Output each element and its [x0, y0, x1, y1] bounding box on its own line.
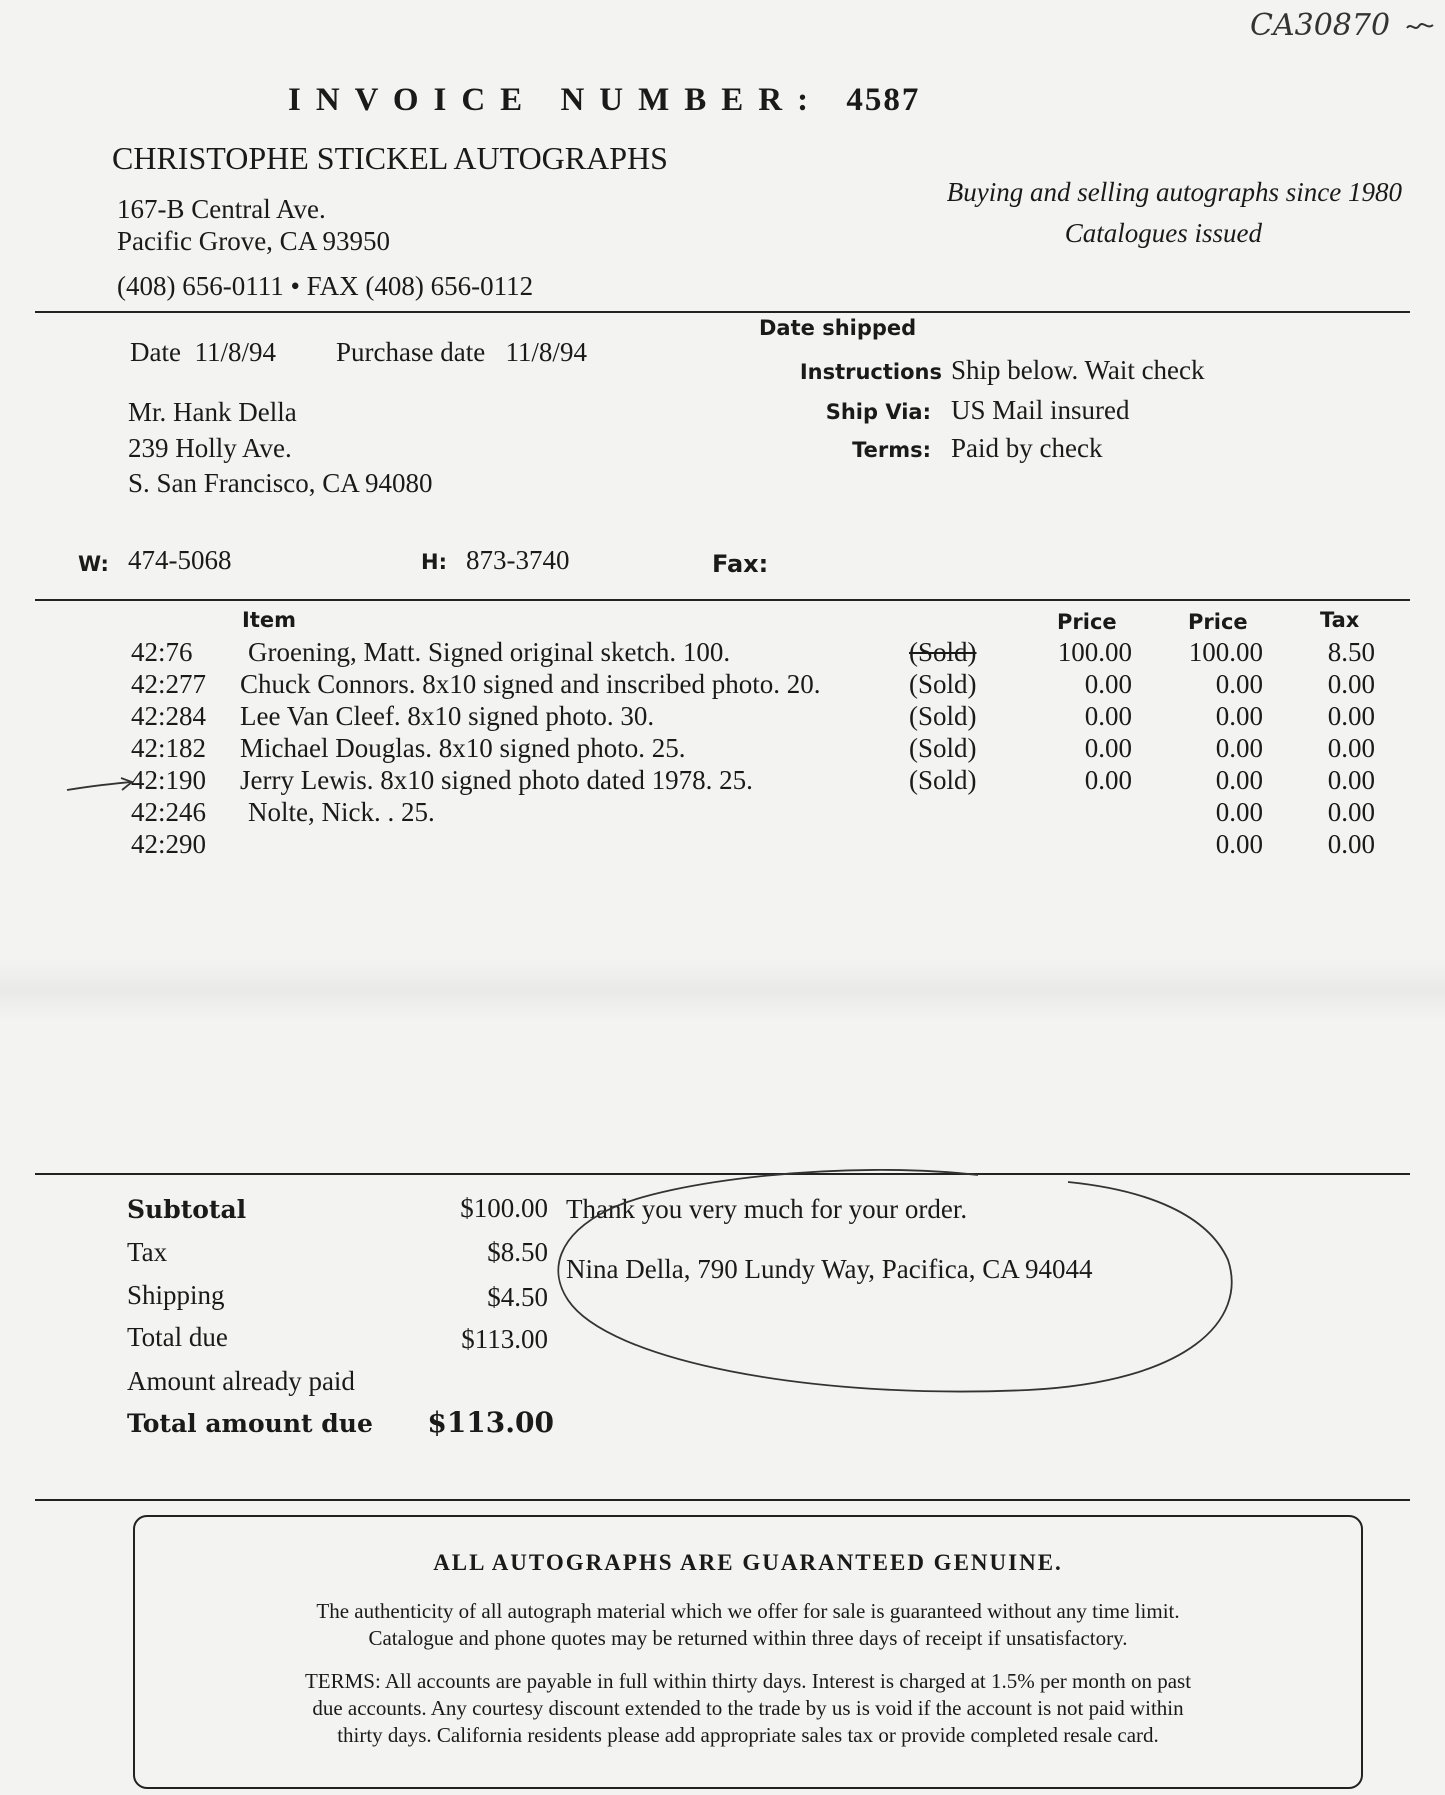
invoice-title-label: INVOICE NUMBER:	[288, 82, 824, 118]
invoice-number: 4587	[846, 82, 921, 118]
row-desc: Lee Van Cleef. 8x10 signed photo. 30.	[240, 701, 655, 731]
terms-line1: TERMS: All accounts are payable in full within thirty days. Interest is charged at 1.5% per month on past	[304, 1669, 1192, 1693]
header-price-1: Price	[1057, 610, 1117, 634]
row-code: 42:190	[131, 765, 207, 795]
thank-you-note: Thank you very much for your order.	[566, 1194, 968, 1224]
invoice-title	[288, 82, 920, 119]
order-date	[130, 337, 276, 368]
row-tax: 0.00	[1327, 829, 1375, 859]
scribble-mark-icon	[1405, 20, 1435, 34]
date-shipped-label: Date shipped	[759, 316, 917, 340]
row-code: 42:182	[131, 733, 207, 763]
shipping-label: Shipping	[127, 1280, 225, 1310]
handwritten-arrow-icon	[65, 778, 135, 798]
customer-name: Mr. Hank Della	[128, 397, 297, 427]
row-price-2: 0.00	[1215, 701, 1263, 731]
terms-line2: due accounts. Any courtesy discount extended to the trade by us is void if the account is not paid within	[312, 1696, 1184, 1720]
tagline-line1: Buying and selling autographs since 1980	[946, 177, 1402, 207]
purchase-date-value: 11/8/94	[505, 337, 587, 367]
ship-to-note: Nina Della, 790 Lundy Way, Pacifica, CA 94044	[566, 1254, 1093, 1284]
row-price-1: 100.00	[1057, 637, 1132, 667]
work-phone-label: W:	[78, 552, 109, 576]
row-status: (Sold)	[909, 701, 977, 731]
purchase-date-label: Purchase date	[336, 337, 486, 367]
guarantee-heading: ALL AUTOGRAPHS ARE GUARANTEED GENUINE.	[433, 1550, 1063, 1575]
row-code: 42:284	[131, 701, 207, 731]
row-code: 42:277	[131, 669, 207, 699]
company-name: CHRISTOPHE STICKEL AUTOGRAPHS	[112, 140, 668, 176]
total-amount-due-label: Total amount due	[127, 1409, 373, 1438]
header-price-2: Price	[1188, 610, 1248, 634]
company-address-line2: Pacific Grove, CA 93950	[117, 226, 390, 256]
home-phone-label: H:	[421, 550, 447, 574]
guarantee-line1: The authenticity of all autograph material which we offer for sale is guaranteed without any time limit.	[316, 1599, 1180, 1623]
total-amount-due-value: $113.00	[427, 1406, 554, 1439]
total-due-label: Total due	[127, 1322, 228, 1352]
date-label: Date	[130, 337, 181, 367]
row-price-1: 0.00	[1084, 669, 1132, 699]
company-tagline	[947, 172, 1402, 254]
subtotal-label: Subtotal	[127, 1195, 247, 1224]
row-desc: Michael Douglas. 8x10 signed photo. 25.	[240, 733, 686, 763]
row-price-1: 0.00	[1084, 701, 1132, 731]
instructions-label: Instructions	[799, 360, 942, 384]
handwritten-circle-annotation	[548, 1160, 1238, 1400]
row-price-1: 0.00	[1084, 733, 1132, 763]
handwritten-reference: CA30870	[1250, 8, 1391, 43]
row-price-1: 0.00	[1084, 765, 1132, 795]
guarantee-line2: Catalogue and phone quotes may be returned within three days of receipt if unsatisfactory.	[368, 1626, 1128, 1650]
purchase-date	[336, 337, 587, 368]
terms-label: Terms:	[852, 438, 931, 462]
paper-fold-shadow	[0, 960, 1445, 1020]
row-price-2: 0.00	[1215, 669, 1263, 699]
row-tax: 0.00	[1327, 797, 1375, 827]
terms-line3: thirty days. California residents please add appropriate sales tax or provide completed resale card.	[337, 1723, 1159, 1747]
table-top-divider	[35, 599, 1410, 601]
row-code: 42:246	[131, 797, 207, 827]
shipping-value: $4.50	[487, 1282, 548, 1312]
fax-label: Fax:	[712, 550, 769, 578]
customer-address-line1: 239 Holly Ave.	[128, 433, 292, 463]
row-status: (Sold)	[909, 669, 977, 699]
header-item: Item	[242, 608, 296, 632]
guarantee-box	[133, 1515, 1363, 1789]
home-phone: 873-3740	[466, 545, 570, 575]
subtotal-value: $100.00	[460, 1193, 548, 1223]
row-tax: 0.00	[1327, 733, 1375, 763]
row-tax: 0.00	[1327, 669, 1375, 699]
row-price-2: 100.00	[1188, 637, 1263, 667]
row-code: 42:290	[131, 829, 207, 859]
work-phone: 474-5068	[128, 545, 232, 575]
row-code: 42:76	[131, 637, 193, 667]
header-tax: Tax	[1320, 608, 1360, 632]
date-value: 11/8/94	[194, 337, 276, 367]
row-price-2: 0.00	[1215, 765, 1263, 795]
row-tax: 0.00	[1327, 765, 1375, 795]
row-status: (Sold)	[909, 765, 977, 795]
tagline-line2: Catalogues issued	[1064, 218, 1262, 248]
row-desc: Groening, Matt. Signed original sketch. 100.	[248, 637, 731, 667]
row-desc: Nolte, Nick. . 25.	[248, 797, 435, 827]
ship-via-value: US Mail insured	[951, 395, 1130, 425]
row-tax: 8.50	[1327, 637, 1375, 667]
row-price-2: 0.00	[1215, 797, 1263, 827]
customer-address-line2: S. San Francisco, CA 94080	[128, 468, 433, 498]
terms-value: Paid by check	[951, 433, 1103, 463]
footer-divider	[35, 1499, 1410, 1501]
amount-already-paid-label: Amount already paid	[127, 1366, 355, 1396]
row-status: (Sold)	[909, 733, 977, 763]
row-desc: Chuck Connors. 8x10 signed and inscribed photo. 20.	[240, 669, 821, 699]
row-desc: Jerry Lewis. 8x10 signed photo dated 1978. 25.	[240, 765, 753, 795]
company-address-line1: 167-B Central Ave.	[117, 194, 326, 224]
row-price-2: 0.00	[1215, 733, 1263, 763]
row-tax: 0.00	[1327, 701, 1375, 731]
header-divider	[35, 311, 1410, 313]
ship-via-label: Ship Via:	[825, 400, 931, 424]
row-price-2: 0.00	[1215, 829, 1263, 859]
tax-value: $8.50	[487, 1237, 548, 1267]
total-due-value: $113.00	[461, 1324, 548, 1354]
instructions-value: Ship below. Wait check	[951, 355, 1205, 385]
company-phone-fax: (408) 656-0111 • FAX (408) 656-0112	[117, 271, 534, 301]
row-status-struck: (Sold)	[909, 637, 977, 667]
tax-label: Tax	[127, 1237, 168, 1267]
